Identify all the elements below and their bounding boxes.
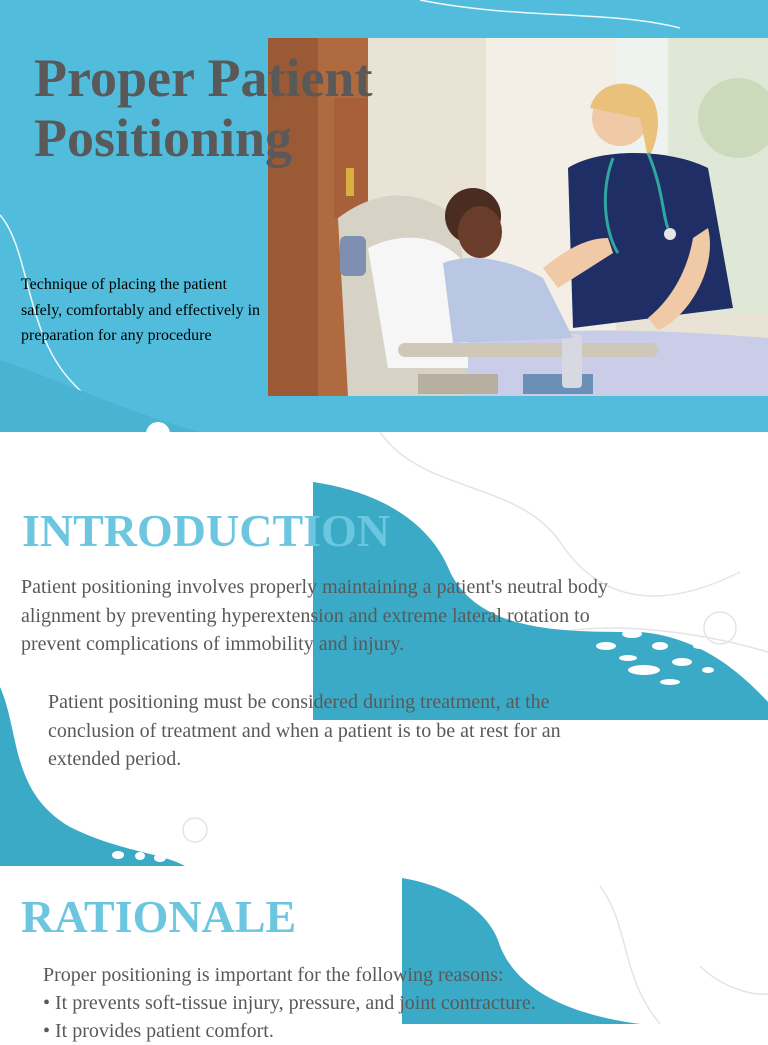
intro-paragraph-1: Patient positioning involves properly maintaining a patient's neutral body alignment by preventing hyperextension and extreme lateral rotation to prevent complications of immobility and injury. [21, 576, 608, 655]
slide-rationale [0, 866, 768, 1042]
intro-paragraph-2: Patient positioning must be considered during treatment, at the conclusion of treatment and when a patient is to be at rest for an extended period. [48, 691, 561, 770]
rationale-lead: Proper positioning is important for the following reasons: [43, 964, 504, 986]
slide-subtitle: Technique of placing the patient safely, comfortably and effectively in preparation for any procedure [21, 276, 261, 344]
list-item: • It provides patient comfort. [43, 1017, 643, 1045]
list-item: • It prevents soft-tissue injury, pressure, and joint contracture. [43, 989, 643, 1017]
title-line-2: Positioning [34, 108, 293, 168]
section-heading: INTRODUCTION [22, 505, 391, 556]
slide-title-heading [34, 48, 372, 168]
title-line-1: Proper Patient [34, 48, 373, 108]
section-heading: RATIONALE [21, 891, 297, 942]
slide-introduction [0, 432, 768, 866]
slide-title [0, 0, 768, 432]
rationale-list [43, 989, 643, 1045]
